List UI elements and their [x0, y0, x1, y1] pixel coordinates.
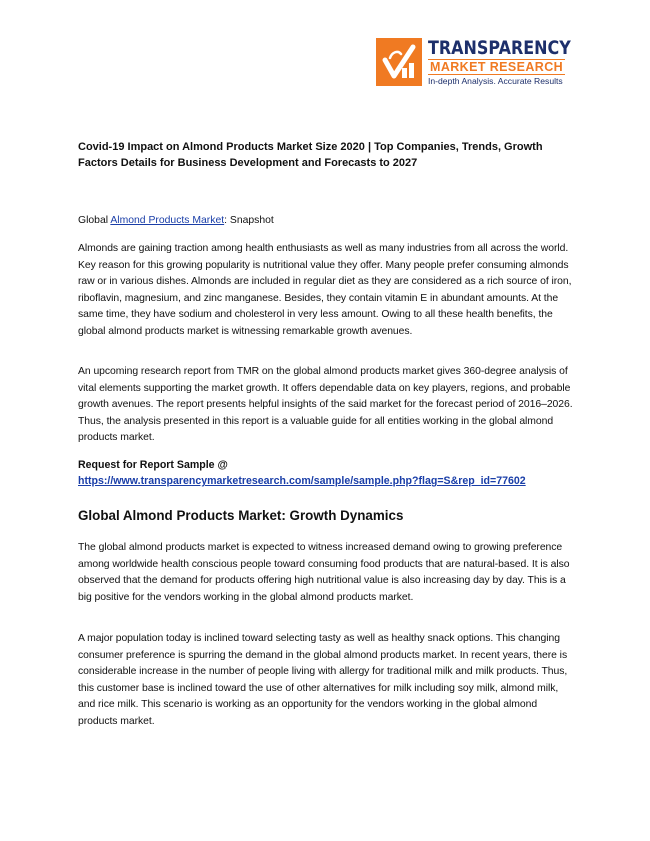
growth-paragraph-1: The global almond products market is expected to witness increased demand owing to growing preference among worldwide health conscious people toward consuming food products that are natural-based. It is also observed that the demand for products offering high nutritional value is also increasing day by day. This is a big positive for the vendors working in the global almond products market.	[78, 542, 570, 603]
intro-paragraph-2: An upcoming research report from TMR on the global almond products market gives 360-degree analysis of vital elements supporting the market growth. It offers dependable data on key players, regions, and probable growth avenues. The report presents helpful insights of the said market for the forecast period of 2016–2026. Thus, the analysis presented in this report is a valuable guide for all entities working in the global almond products market.	[78, 366, 573, 444]
company-logo	[376, 38, 576, 90]
logo-brand-subtitle: MARKET RESEARCH	[430, 60, 564, 74]
logo-brand-name: TRANSPARENCY	[428, 37, 571, 59]
document-title: Covid-19 Impact on Almond Products Market Size 2020 | Top Companies, Trends, Growth Factors Details for Business Development and Forecasts to 2027	[78, 141, 543, 169]
almond-products-market-link[interactable]: Almond Products Market	[110, 215, 225, 226]
checkmark-logo-icon	[376, 38, 422, 86]
request-sample-label: Request for Report Sample @	[78, 459, 228, 471]
snapshot-heading	[78, 214, 574, 228]
intro-paragraph-1: Almonds are gaining traction among health enthusiasts as well as many industries from all across the world. Key reason for this growing popularity is nutritional value they offer. Many people prefer consuming almonds raw or in various dishes. Almonds are included in regular diet as they are considered as a rich source of iron, riboflavin, magnesium, and zinc manganese. Besides, they contain vitamin E in abundant amounts. At the same time, they have sodium and cholesterol in very less amount. Owing to all these health benefits, the global almond products market is witnessing remarkable growth avenues.	[78, 243, 572, 337]
request-sample-block	[78, 474, 578, 490]
request-sample-link[interactable]: https://www.transparencymarketresearch.com/sample/sample.php?flag=S&rep_id=77602	[78, 475, 526, 487]
growth-paragraph-2: A major population today is inclined toward selecting tasty as well as healthy snack options. This changing consumer preference is spurring the demand in the global almond products market. In recent years, there is considerable increase in the number of people living with allergy for traditional milk and milk products. Thus, this customer base is inclined toward the use of other alternatives for milk including soy milk, almond milk, and rice milk. This scenario is working as an opportunity for the vendors working in the global almond products market.	[78, 633, 568, 727]
logo-tagline: In-depth Analysis. Accurate Results	[428, 76, 563, 86]
snapshot-prefix: Global	[78, 215, 111, 226]
section-heading: Global Almond Products Market: Growth Dynamics	[78, 508, 404, 523]
snapshot-suffix: : Snapshot	[224, 215, 274, 226]
